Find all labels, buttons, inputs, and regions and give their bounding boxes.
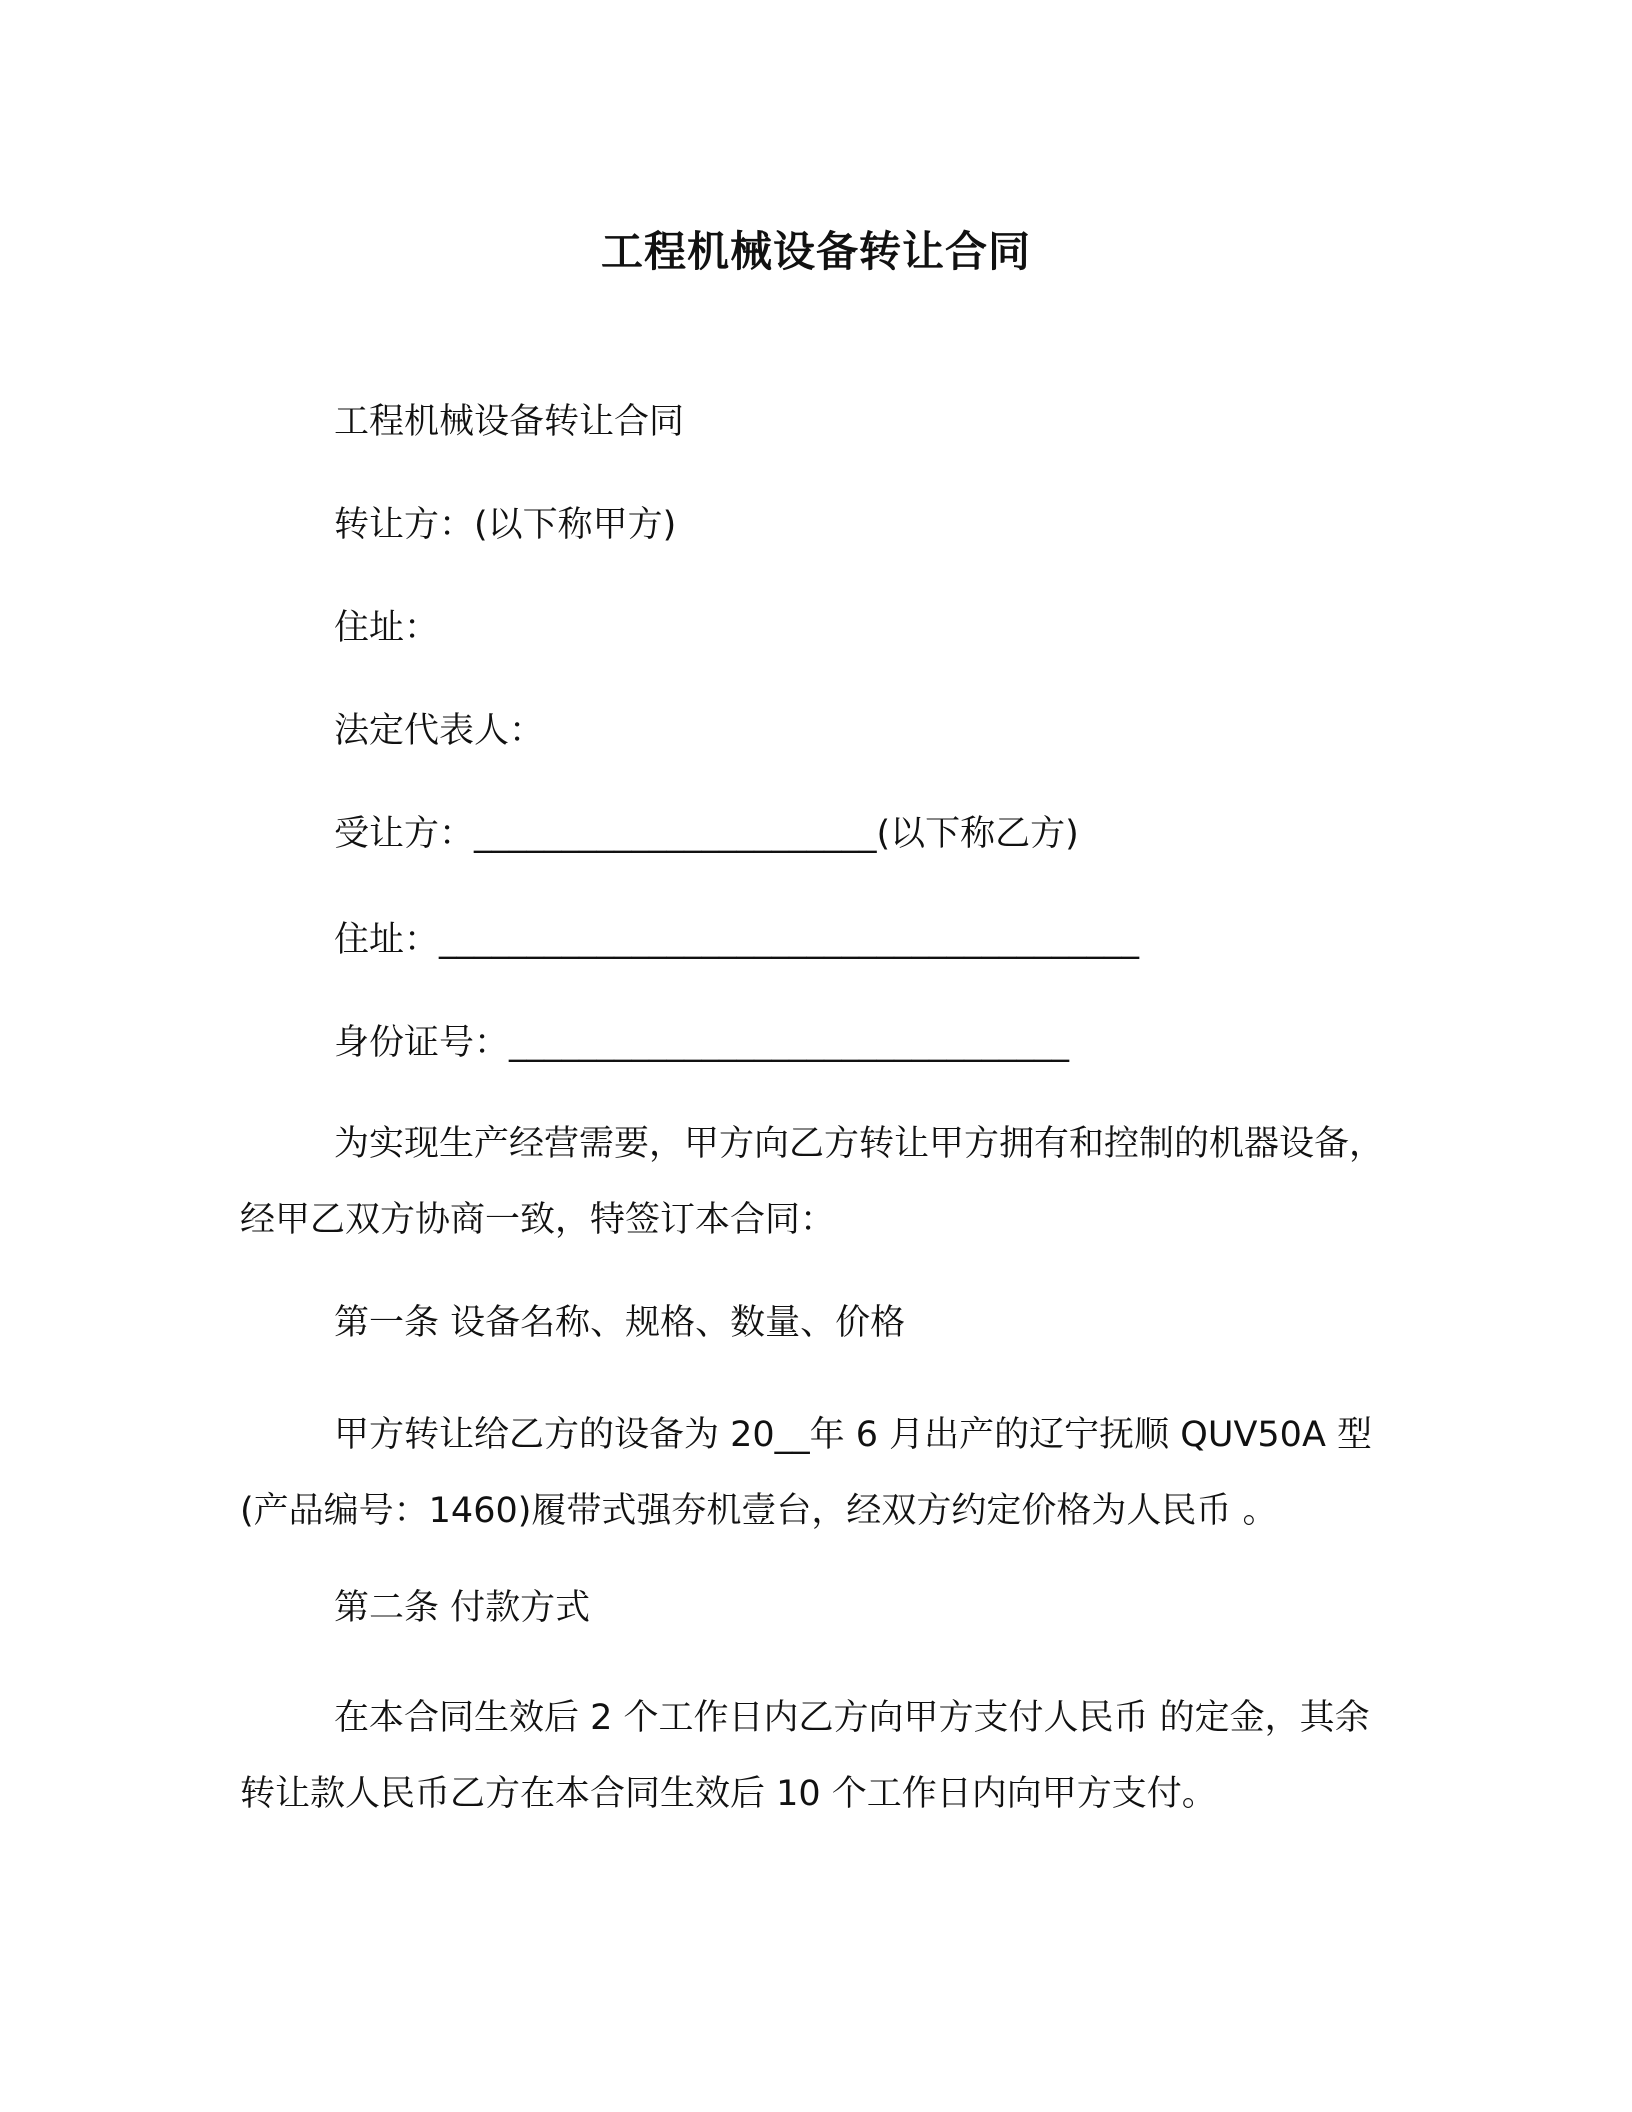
document-title: 工程机械设备转让合同 — [600, 227, 1031, 276]
id-number-line: 身份证号：________________________________ — [334, 1023, 1070, 1063]
legal-representative-line: 法定代表人： — [334, 711, 545, 751]
transferee-line: 受让方：_______________________(以下称乙方) — [334, 814, 1079, 854]
article1-heading: 第一条 设备名称、规格、数量、价格 — [334, 1303, 906, 1343]
article2-body: 在本合同生效后 2 个工作日内乙方向甲方支付人民币 的定金，其余转让款人民币乙方在本合同生效后 10 个工作日内向甲方支付。 — [240, 1698, 1370, 1814]
intro-paragraph: 为实现生产经营需要，甲方向乙方转让甲方拥有和控制的机器设备，经甲乙双方协商一致，特签订本合同： — [240, 1124, 1385, 1240]
contract-name-line: 工程机械设备转让合同 — [334, 402, 685, 442]
transferor-address-line: 住址： — [334, 608, 440, 648]
transferor-line: 转让方：(以下称甲方) — [334, 505, 677, 545]
article2-heading: 第二条 付款方式 — [334, 1588, 591, 1628]
article1-body: 甲方转让给乙方的设备为 20__年 6 月出产的辽宁抚顺 QUV50A 型(产品编号：1460)履带式强夯机壹台，经双方约定价格为人民币 。 — [240, 1415, 1373, 1531]
transferee-address-line: 住址：________________________________________ — [334, 920, 1140, 960]
